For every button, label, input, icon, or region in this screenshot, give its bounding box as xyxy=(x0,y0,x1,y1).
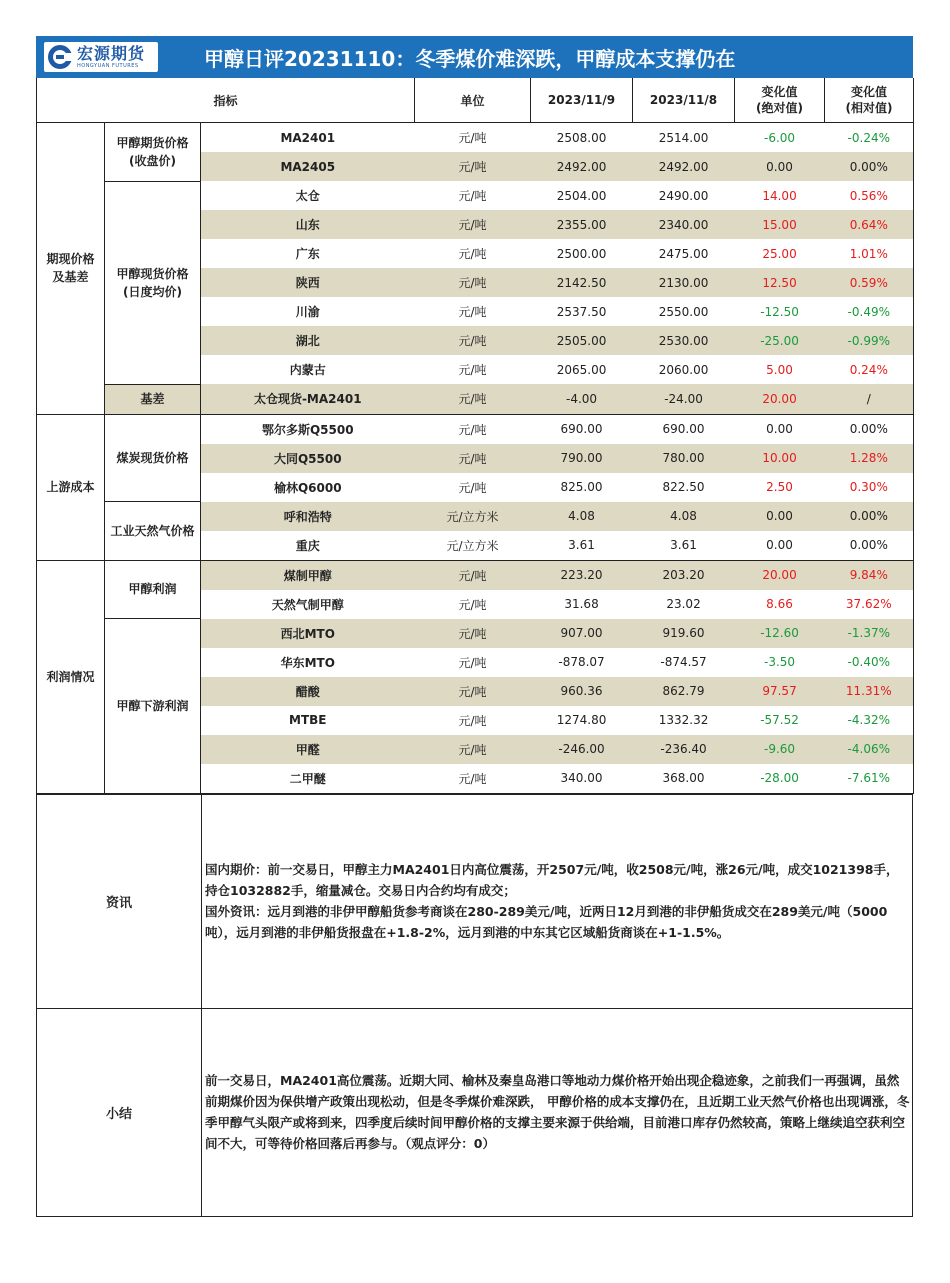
abs-change-cell: -9.60 xyxy=(735,735,825,764)
logo-english-name: HONGYUAN FUTURES xyxy=(77,62,139,69)
value-date1-cell: 4.08 xyxy=(531,502,633,531)
abs-change-cell: 0.00 xyxy=(766,422,793,436)
value-date2-cell: 3.61 xyxy=(633,531,735,561)
unit-cell: 元/吨 xyxy=(458,131,487,145)
price-table xyxy=(36,78,914,794)
logo-chinese-name: 宏源期货 xyxy=(77,43,146,63)
rel-change-cell: 11.31% xyxy=(825,677,914,706)
section-label: 上游成本 xyxy=(37,414,105,560)
news-label: 资讯 xyxy=(37,794,202,1008)
unit-cell: 元/立方米 xyxy=(415,531,531,561)
rel-change-cell: -0.40% xyxy=(847,655,890,669)
value-date2-cell: 1332.32 xyxy=(658,713,709,727)
indicator-cell: 呼和浩特 xyxy=(201,502,415,531)
value-date1-cell: 2142.50 xyxy=(531,268,633,297)
rel-change-cell: -4.06% xyxy=(825,735,914,764)
rel-change-cell: 0.59% xyxy=(825,268,914,297)
value-date1-cell: 825.00 xyxy=(560,480,603,494)
rel-change-cell: 0.00% xyxy=(825,502,914,531)
indicator-cell: 重庆 xyxy=(201,531,415,561)
rel-change-cell: -7.61% xyxy=(825,764,914,794)
abs-change-cell: -3.50 xyxy=(764,655,796,669)
table-row xyxy=(37,123,914,153)
value-date2-cell: 2340.00 xyxy=(633,210,735,239)
summary-row xyxy=(37,1008,913,1216)
unit-cell: 元/立方米 xyxy=(415,502,531,531)
abs-change-cell: 15.00 xyxy=(735,210,825,239)
rel-change-cell: 37.62% xyxy=(845,597,892,611)
abs-change-cell: -25.00 xyxy=(735,326,825,355)
indicator-cell: MTBE xyxy=(289,713,327,727)
unit-cell: 元/吨 xyxy=(415,268,531,297)
value-date1-cell: 960.36 xyxy=(531,677,633,706)
abs-change-cell: 0.00 xyxy=(735,502,825,531)
rel-change-cell: 0.30% xyxy=(849,480,888,494)
unit-cell: 元/吨 xyxy=(415,444,531,473)
indicator-cell: 榆林Q6000 xyxy=(273,480,342,495)
abs-change-cell: -6.00 xyxy=(764,130,796,145)
value-date2-cell: 822.50 xyxy=(662,480,705,494)
table-row xyxy=(37,502,914,531)
rel-change-cell: / xyxy=(825,384,914,414)
unit-cell: 元/吨 xyxy=(415,677,531,706)
summary-body: 前一交易日，MA2401高位震荡。近期大同、榆林及秦皇岛港口等地动力煤价格开始出现企稳迹象，之前我们一再强调，虽然前期煤价因为保供增产政策出现松动，但是冬季煤价难深跌， 甲醇价格的成本支撑仍在，且近期工业天然气价格也出现调涨，冬季甲醇气头限产或将到来，四季度后续时间甲醇价格的支撑主要来源于供给端，目前港口库存仍然较高，策略上继续追空获利空间不大，可等待价格回落后再参与。（观点评分：0） xyxy=(202,1008,913,1216)
unit-cell: 元/吨 xyxy=(415,619,531,648)
value-date1-cell: -246.00 xyxy=(531,735,633,764)
value-date1-cell: 2505.00 xyxy=(531,326,633,355)
indicator-cell: 广东 xyxy=(295,247,320,261)
table-row xyxy=(37,384,914,414)
value-date2-cell: 2490.00 xyxy=(658,188,709,203)
unit-cell: 元/吨 xyxy=(415,735,531,764)
unit-cell: 元/吨 xyxy=(415,210,531,239)
value-date1-cell: 790.00 xyxy=(531,444,633,473)
indicator-cell: MA2401 xyxy=(280,130,336,145)
value-date2-cell: 2060.00 xyxy=(658,362,709,377)
indicator-cell: MA2405 xyxy=(201,152,415,181)
table-body xyxy=(37,123,914,794)
value-date1-cell: 340.00 xyxy=(531,764,633,794)
rel-change-cell: 0.24% xyxy=(849,362,888,377)
news-body xyxy=(202,794,913,1008)
abs-change-cell: -57.52 xyxy=(760,713,799,727)
abs-change-cell: 8.66 xyxy=(766,597,793,611)
rel-change-cell: 0.56% xyxy=(849,188,888,203)
section-label: 利润情况 xyxy=(37,560,105,793)
rel-change-cell: 0.00% xyxy=(825,152,914,181)
table-row xyxy=(37,181,914,210)
value-date2-cell: 23.02 xyxy=(666,597,701,611)
value-date1-cell: 690.00 xyxy=(560,422,603,436)
rel-change-cell: 0.64% xyxy=(825,210,914,239)
indicator-cell: 湖北 xyxy=(201,326,415,355)
header-date2: 2023/11/8 xyxy=(633,78,735,123)
abs-change-cell: 12.50 xyxy=(735,268,825,297)
value-date2-cell: 862.79 xyxy=(633,677,735,706)
rel-change-cell: 1.28% xyxy=(825,444,914,473)
news-row xyxy=(37,794,913,1008)
group-label: 甲醇下游利润 xyxy=(105,619,201,794)
indicator-cell: 内蒙古 xyxy=(289,363,326,377)
table-row xyxy=(37,414,914,444)
group-label: 工业天然气价格 xyxy=(105,502,201,561)
abs-change-cell: 0.00 xyxy=(735,531,825,561)
value-date2-cell: -874.57 xyxy=(660,655,707,669)
indicator-cell: 醋酸 xyxy=(201,677,415,706)
value-date2-cell: 2130.00 xyxy=(633,268,735,297)
abs-change-cell: -12.50 xyxy=(760,304,799,319)
news-paragraph-domestic: 国内期价：前一交易日，甲醇主力MA2401日内高位震荡，开2507元/吨，收2508元/吨，涨26元/吨，成交1021398手，持仓1032882手，缩量减仓。交易日内合约均有成交； xyxy=(205,862,899,898)
value-date1-cell: 31.68 xyxy=(564,597,599,611)
indicator-cell: 陕西 xyxy=(201,268,415,297)
indicator-cell: 太仓现货-MA2401 xyxy=(201,384,415,414)
abs-change-cell: 0.00 xyxy=(735,152,825,181)
abs-change-cell: 20.00 xyxy=(735,384,825,414)
unit-cell: 元/吨 xyxy=(458,597,487,612)
value-date2-cell: 2550.00 xyxy=(658,304,709,319)
value-date1-cell: 3.61 xyxy=(531,531,633,561)
value-date1-cell: 907.00 xyxy=(531,619,633,648)
value-date1-cell: 2065.00 xyxy=(556,362,607,377)
summary-label: 小结 xyxy=(37,1008,202,1216)
title-bar xyxy=(36,36,913,78)
group-label: 基差 xyxy=(105,384,201,414)
unit-cell: 元/吨 xyxy=(458,713,487,728)
abs-change-cell: 10.00 xyxy=(735,444,825,473)
indicator-cell: 大同Q5500 xyxy=(201,444,415,473)
value-date1-cell: 2504.00 xyxy=(556,188,607,203)
value-date2-cell: 780.00 xyxy=(633,444,735,473)
unit-cell: 元/吨 xyxy=(458,247,487,261)
section-label: 期现价格 及基差 xyxy=(37,123,105,415)
logo-mark-icon xyxy=(47,44,73,70)
unit-cell: 元/吨 xyxy=(458,480,487,495)
commentary-table xyxy=(36,794,913,1217)
value-date2-cell: 919.60 xyxy=(633,619,735,648)
value-date2-cell: 690.00 xyxy=(662,422,705,436)
abs-change-cell: 14.00 xyxy=(762,188,797,203)
indicator-cell: 二甲醚 xyxy=(201,764,415,794)
unit-cell: 元/吨 xyxy=(458,363,487,377)
value-date2-cell: 2514.00 xyxy=(658,130,709,145)
value-date1-cell: 2508.00 xyxy=(556,130,607,145)
indicator-cell: 川渝 xyxy=(295,305,320,319)
abs-change-cell: 5.00 xyxy=(766,362,793,377)
report-title: 甲醇日评20231110：冬季煤价难深跌，甲醇成本支撑仍在 xyxy=(204,46,736,71)
value-date2-cell: 2492.00 xyxy=(633,152,735,181)
unit-cell: 元/吨 xyxy=(458,655,487,670)
indicator-cell: 鄂尔多斯Q5500 xyxy=(261,422,354,437)
value-date2-cell: 2530.00 xyxy=(633,326,735,355)
value-date1-cell: 2492.00 xyxy=(531,152,633,181)
unit-cell: 元/吨 xyxy=(415,384,531,414)
rel-change-cell: 0.00% xyxy=(825,531,914,561)
unit-cell: 元/吨 xyxy=(415,152,531,181)
abs-change-cell: 25.00 xyxy=(762,246,797,261)
rel-change-cell: -0.49% xyxy=(847,304,890,319)
unit-cell: 元/吨 xyxy=(458,422,487,437)
group-label: 煤炭现货价格 xyxy=(105,414,201,502)
indicator-cell: 西北MTO xyxy=(201,619,415,648)
value-date1-cell: 1274.80 xyxy=(556,713,607,727)
value-date2-cell: 203.20 xyxy=(633,560,735,590)
rel-change-cell: 1.01% xyxy=(849,246,888,261)
company-logo xyxy=(44,42,158,72)
value-date1-cell: 2537.50 xyxy=(556,304,607,319)
value-date1-cell: 2500.00 xyxy=(556,246,607,261)
unit-cell: 元/吨 xyxy=(415,764,531,794)
group-label: 甲醇现货价格 (日度均价) xyxy=(105,181,201,384)
indicator-cell: 甲醛 xyxy=(201,735,415,764)
group-label: 甲醇期货价格 (收盘价) xyxy=(105,123,201,182)
unit-cell: 元/吨 xyxy=(415,326,531,355)
rel-change-cell: -0.99% xyxy=(825,326,914,355)
value-date2-cell: 368.00 xyxy=(633,764,735,794)
value-date1-cell: 2355.00 xyxy=(531,210,633,239)
indicator-cell: 天然气制甲醇 xyxy=(271,597,344,612)
table-row xyxy=(37,560,914,590)
header-rel-change: 变化值 (相对值) xyxy=(825,78,914,123)
value-date2-cell: 2475.00 xyxy=(658,246,709,261)
value-date1-cell: -878.07 xyxy=(558,655,605,669)
unit-cell: 元/吨 xyxy=(458,189,487,203)
value-date2-cell: -236.40 xyxy=(633,735,735,764)
unit-cell: 元/吨 xyxy=(415,560,531,590)
value-date1-cell: -4.00 xyxy=(531,384,633,414)
rel-change-cell: -4.32% xyxy=(847,713,890,727)
rel-change-cell: -0.24% xyxy=(847,130,890,145)
rel-change-cell: 0.00% xyxy=(849,422,888,436)
rel-change-cell: -1.37% xyxy=(825,619,914,648)
indicator-cell: 太仓 xyxy=(295,189,320,203)
indicator-cell: 煤制甲醇 xyxy=(201,560,415,590)
news-paragraph-overseas: 国外资讯：远月到港的非伊甲醇船货参考商谈在280-289美元/吨，近两日12月到港的非伊船货成交在289美元/吨（5000吨），远月到港的非伊船货报盘在+1.8-2%，远月到港的中东其它区域船货商谈在+1-1.5%。 xyxy=(205,904,888,940)
unit-cell: 元/吨 xyxy=(458,305,487,319)
header-indicator: 指标 xyxy=(37,78,415,123)
abs-change-cell: 97.57 xyxy=(735,677,825,706)
group-label: 甲醇利润 xyxy=(105,560,201,619)
header-date1: 2023/11/9 xyxy=(531,78,633,123)
header-unit: 单位 xyxy=(415,78,531,123)
value-date2-cell: -24.00 xyxy=(633,384,735,414)
abs-change-cell: -28.00 xyxy=(735,764,825,794)
value-date1-cell: 223.20 xyxy=(531,560,633,590)
header-abs-change: 变化值 (绝对值) xyxy=(735,78,825,123)
table-row xyxy=(37,619,914,648)
abs-change-cell: 2.50 xyxy=(766,480,793,494)
value-date2-cell: 4.08 xyxy=(633,502,735,531)
report-sheet xyxy=(36,36,913,1217)
abs-change-cell: 20.00 xyxy=(735,560,825,590)
abs-change-cell: -12.60 xyxy=(735,619,825,648)
indicator-cell: 山东 xyxy=(201,210,415,239)
rel-change-cell: 9.84% xyxy=(825,560,914,590)
indicator-cell: 华东MTO xyxy=(280,655,335,670)
table-header-row xyxy=(37,78,914,123)
